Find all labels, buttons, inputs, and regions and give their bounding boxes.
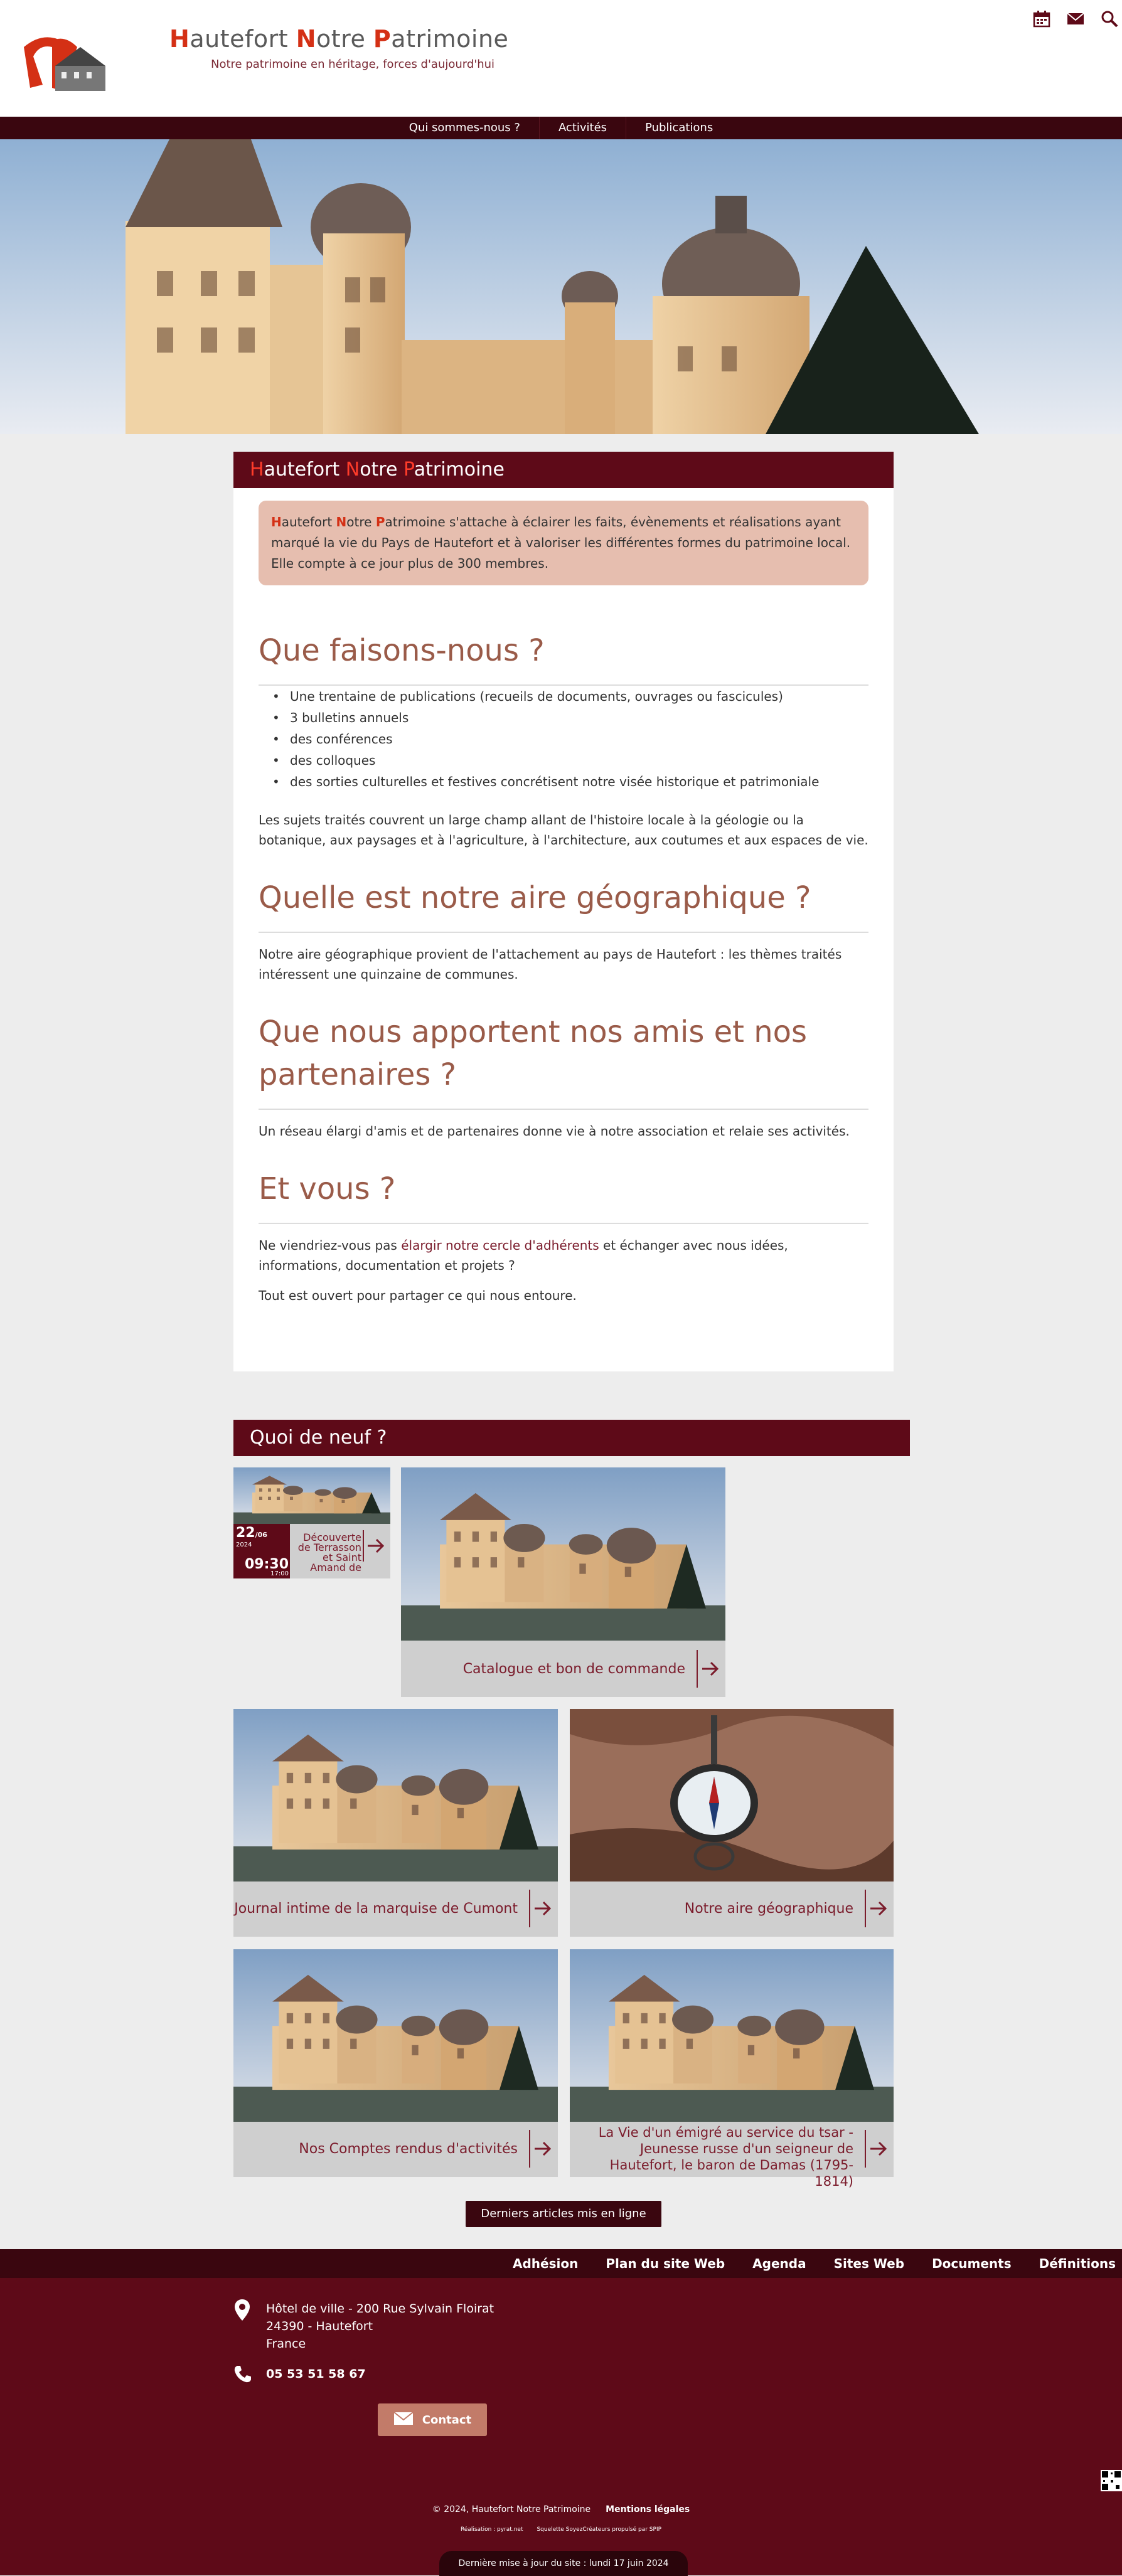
title-initial-n: N [296, 25, 317, 53]
intro-initial: N [336, 514, 347, 530]
intro-box [259, 501, 868, 585]
news-card-comptes-rendus[interactable] [233, 1949, 558, 2177]
event-day [236, 1525, 267, 1541]
card-photo [233, 1709, 558, 1881]
address-line-2: 24390 - Hautefort [266, 2319, 373, 2333]
event-card[interactable] [233, 1467, 390, 1578]
article-title-bar [233, 452, 894, 488]
latest-articles-button[interactable]: Derniers articles mis en ligne [466, 2201, 661, 2227]
activities-list [259, 686, 868, 792]
mail-icon[interactable] [1063, 6, 1088, 31]
title-part: autefort [190, 25, 296, 53]
hero-image [0, 139, 1122, 434]
site-logo[interactable] [18, 28, 112, 116]
address-line-1: Hôtel de ville - 200 Rue Sylvain Floirat [266, 2302, 494, 2316]
mail-icon [393, 2411, 414, 2429]
footer-nav-documents[interactable]: Documents [932, 2256, 1012, 2271]
nav-item-qui-sommes-nous[interactable]: Qui sommes-nous ? [409, 121, 520, 134]
legal-link[interactable]: Mentions légales [606, 2504, 690, 2515]
card-title: Journal intime de la marquise de Cumont [234, 1900, 518, 1917]
location-pin-icon [235, 2299, 250, 2323]
credit-squelette[interactable]: Squelette SoyezCréateurs propulsé par SPIP [537, 2526, 662, 2533]
contact-button[interactable] [378, 2403, 487, 2436]
event-time: 09:30 [244, 1557, 289, 1572]
event-month: /06 [255, 1531, 267, 1539]
title-part: atrimoine [414, 459, 505, 481]
intro-part: autefort [281, 514, 336, 530]
card-caption [233, 1880, 558, 1937]
card-title: La Vie d'un émigré au service du tsar - Jeunesse russe d'un seigneur de Hautefort, le baron de Damas (1795-1814) [598, 2125, 853, 2189]
intro-initial: P [375, 514, 385, 530]
site-footer [0, 2278, 1122, 2575]
footer-nav-plan-du-site[interactable]: Plan du site Web [606, 2256, 725, 2271]
news-card-emigre[interactable] [570, 1949, 894, 2189]
title-initial-n: N [345, 459, 360, 481]
title-part: atrimoine [391, 25, 509, 53]
event-date-box [233, 1524, 290, 1578]
card-title: Catalogue et bon de commande [462, 1661, 685, 1677]
heading-que-faisons-nous: Que faisons-nous ? [259, 629, 868, 686]
news-card-catalogue[interactable] [401, 1467, 725, 1697]
event-day-value: 22 [236, 1525, 255, 1541]
title-initial-p: P [403, 459, 414, 481]
phone-number[interactable]: 05 53 51 58 67 [266, 2367, 366, 2381]
footer-nav-sites-web[interactable]: Sites Web [833, 2256, 905, 2271]
nav-item-publications[interactable]: Publications [626, 117, 732, 139]
paragraph: Les sujets traités couvrent un large champ allant de l'histoire locale à la géologie ou la botanique, aux paysages et à l'agriculture, à l'architecture, aux coutumes et aux espaces de vie. [259, 812, 868, 848]
search-icon[interactable] [1097, 6, 1122, 31]
arrow-right-icon [865, 2130, 891, 2168]
list-item: • des sorties culturelles et festives concrétisent notre visée historique et patrimoniale [290, 771, 868, 792]
title-part: otre [360, 459, 403, 481]
list-item: • des conférences [290, 728, 868, 750]
list-item: • Une trentaine de publications (recueils de documents, ouvrages ou fascicules) [290, 686, 868, 707]
paragraph: Notre aire géographique provient de l'attachement au pays de Hautefort : les thèmes traités intéressent une quinzaine de communes. [259, 947, 842, 982]
title-initial-h: H [250, 459, 264, 481]
main-nav [0, 117, 1122, 141]
news-card-aire[interactable] [570, 1709, 894, 1937]
event-year: 2024 [236, 1541, 252, 1548]
paragraph: Tout est ouvert pour partager ce qui nous entoure. [259, 1288, 577, 1303]
event-time-end: 17:00 [270, 1570, 289, 1577]
credit-realisation[interactable]: Réalisation : pyrat.net [460, 2526, 523, 2533]
qr-code-icon[interactable] [1101, 2470, 1122, 2491]
site-slogan: Notre patrimoine en héritage, forces d'aujourd'hui [211, 58, 495, 71]
main-article [233, 452, 894, 1371]
title-part: autefort [264, 459, 346, 481]
card-caption [401, 1641, 725, 1697]
copyright-line [0, 2504, 1122, 2515]
heading-aire-geographique: Quelle est notre aire géographique ? [259, 876, 868, 933]
event-photo [233, 1467, 390, 1524]
arrow-right-icon [529, 2130, 555, 2168]
calendar-icon[interactable] [1029, 6, 1054, 31]
card-photo [570, 1949, 894, 2122]
news-card-journal[interactable] [233, 1709, 558, 1937]
event-caption [290, 1524, 390, 1578]
site-title[interactable] [169, 25, 508, 53]
card-title: Notre aire géographique [684, 1900, 853, 1917]
intro-text: s'attache à éclairer les faits, évènements et réalisations ayant marqué la vie du Pays de Hautefort et à valoriser les différentes formes du patrimoine local. Elle compte à ce jour plus de 300 membres. [271, 514, 851, 571]
title-part: otre [316, 25, 373, 53]
arrow-right-icon [529, 1890, 555, 1927]
heading-et-vous: Et vous ? [259, 1168, 868, 1224]
news-title-bar: Quoi de neuf ? [233, 1420, 910, 1456]
card-caption [233, 2121, 558, 2177]
card-caption [570, 2121, 894, 2189]
title-initial-p: P [373, 25, 392, 53]
arrow-right-icon [865, 1890, 891, 1927]
arrow-right-icon [697, 1650, 723, 1688]
intro-initial: H [271, 514, 282, 530]
footer-nav-agenda[interactable]: Agenda [752, 2256, 806, 2271]
arrow-right-icon [363, 1530, 388, 1562]
header-icons [1029, 6, 1122, 31]
list-item: • 3 bulletins annuels [290, 707, 868, 728]
card-photo-compass [570, 1709, 894, 1881]
adhesion-link[interactable]: élargir notre cercle d'adhérents [401, 1238, 599, 1253]
title-initial-h: H [169, 25, 190, 53]
contact-label: Contact [422, 2413, 472, 2427]
address-line-3: France [266, 2337, 306, 2351]
credits-line [0, 2526, 1122, 2533]
intro-part: otre [346, 514, 376, 530]
card-photo [401, 1467, 725, 1641]
nav-item-activites[interactable]: Activités [539, 117, 626, 139]
card-photo [233, 1949, 558, 2122]
phone-icon [233, 2365, 252, 2386]
footer-nav [0, 2249, 1122, 2278]
text: Ne viendriez-vous pas [259, 1238, 402, 1253]
last-update: Dernière mise à jour du site : lundi 17 juin 2024 [439, 2551, 688, 2576]
list-item: • des colloques [290, 750, 868, 771]
footer-nav-definitions[interactable]: Définitions [1039, 2256, 1116, 2271]
copyright-text: © 2024, Hautefort Notre Patrimoine [432, 2504, 591, 2515]
paragraph: Un réseau élargi d'amis et de partenaires donne vie à notre association et relaie ses activités. [259, 1124, 850, 1139]
event-label: Découverte de Terrasson et Saint Amand de [297, 1531, 361, 1573]
intro-part: atrimoine [385, 514, 446, 530]
card-title: Nos Comptes rendus d'activités [299, 2141, 518, 2157]
site-header [0, 0, 1122, 117]
text: et échanger avec nous idées, informations, documentation et projets ? [259, 1238, 788, 1273]
heading-amis-partenaires: Que nous apportent nos amis et nos partenaires ? [259, 1011, 868, 1110]
paragraph [259, 1235, 868, 1275]
card-caption [570, 1880, 894, 1937]
footer-nav-adhesion[interactable]: Adhésion [513, 2256, 579, 2271]
